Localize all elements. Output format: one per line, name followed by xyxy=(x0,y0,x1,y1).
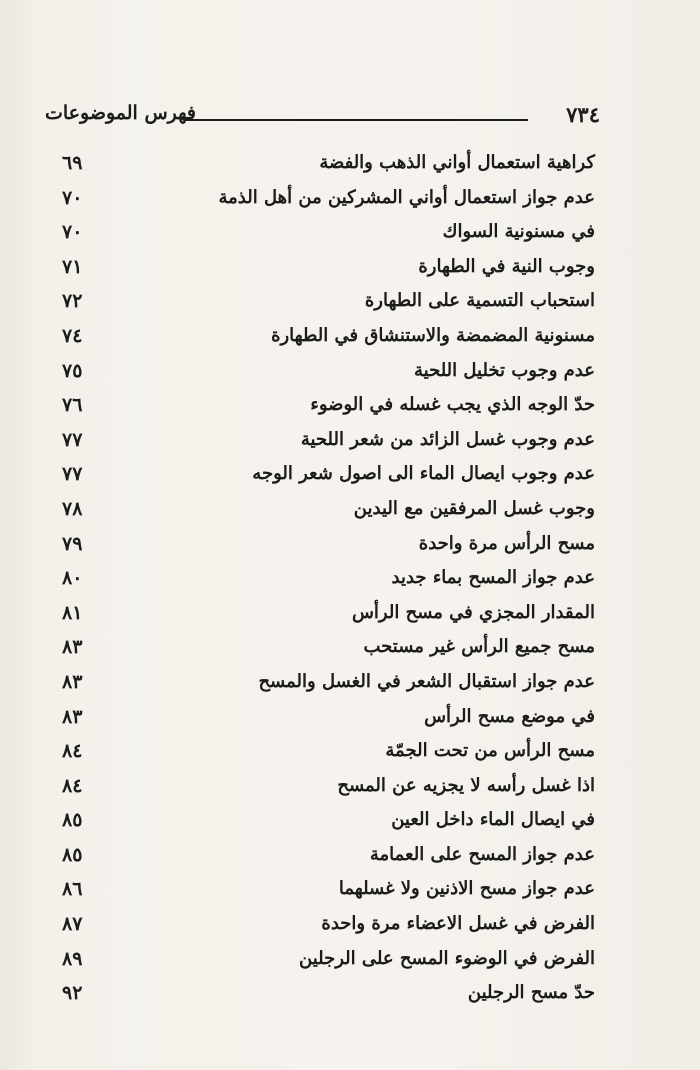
toc-entry-title: استحباب التسمية على الطهارة xyxy=(364,290,595,312)
toc-entry-title: في موضع مسح الرأس xyxy=(424,705,595,727)
toc-entry-page-number: ٨٣ xyxy=(62,636,83,659)
toc-entry-title: اذا غسل رأسه لا يجزيه عن المسح xyxy=(337,774,595,796)
toc-entry-title: عدم جواز مسح الاذنين ولا غسلهما xyxy=(338,878,595,900)
toc-row xyxy=(50,805,595,840)
toc-row xyxy=(50,978,595,1013)
toc-entry-page-number: ٨٠ xyxy=(62,567,83,590)
toc-entry-title: الفرض في الوضوء المسح على الرجلين xyxy=(299,947,595,969)
table-of-contents xyxy=(50,148,595,1013)
toc-entry-title: مسنونية المضمضة والاستنشاق في الطهارة xyxy=(271,324,595,346)
toc-entry-title: وجوب غسل المرفقين مع اليدين xyxy=(353,497,595,519)
toc-entry-page-number: ٨٦ xyxy=(62,878,83,901)
toc-row xyxy=(50,459,595,494)
toc-row xyxy=(50,425,595,460)
page-header xyxy=(45,98,600,138)
toc-entry-title: الفرض في غسل الاعضاء مرة واحدة xyxy=(321,913,595,935)
toc-entry-page-number: ٨٥ xyxy=(62,809,83,832)
toc-row xyxy=(50,736,595,771)
toc-entry-page-number: ٨٤ xyxy=(62,774,83,797)
toc-row xyxy=(50,874,595,909)
toc-row xyxy=(50,702,595,737)
toc-row xyxy=(50,321,595,356)
toc-entry-title: مسح الرأس مرة واحدة xyxy=(418,532,595,554)
toc-entry-page-number: ٨٣ xyxy=(62,670,83,693)
toc-entry-title: عدم جواز المسح على العمامة xyxy=(369,843,595,865)
toc-entry-title: وجوب النية في الطهارة xyxy=(418,255,595,277)
toc-entry-page-number: ٨٣ xyxy=(62,705,83,728)
toc-entry-page-number: ٧٤ xyxy=(62,324,83,347)
toc-row xyxy=(50,529,595,564)
toc-entry-title: المقدار المجزي في مسح الرأس xyxy=(351,601,595,623)
toc-row xyxy=(50,771,595,806)
toc-entry-title: في ايصال الماء داخل العين xyxy=(391,809,595,831)
toc-entry-page-number: ٧٩ xyxy=(62,532,83,555)
toc-entry-page-number: ٧١ xyxy=(62,255,83,278)
toc-row xyxy=(50,944,595,979)
toc-entry-title: حدّ مسح الرجلين xyxy=(467,982,595,1004)
toc-row xyxy=(50,356,595,391)
page-number: ٧٣٤ xyxy=(566,102,600,127)
toc-row xyxy=(50,252,595,287)
toc-entry-page-number: ٦٩ xyxy=(62,152,83,174)
toc-entry-title: في مسنونية السواك xyxy=(442,221,595,243)
toc-entry-page-number: ٨٥ xyxy=(62,843,83,866)
toc-entry-page-number: ٩٢ xyxy=(62,982,83,1005)
toc-entry-title: كراهية استعمال أواني الذهب والفضة xyxy=(319,152,595,173)
toc-entry-title: عدم جواز استقبال الشعر في الغسل والمسح xyxy=(258,670,595,692)
toc-row xyxy=(50,840,595,875)
toc-row xyxy=(50,563,595,598)
toc-entry-title: عدم جواز استعمال أواني المشركين من أهل الذمة xyxy=(218,186,595,208)
toc-entry-page-number: ٧٠ xyxy=(62,186,83,209)
toc-entry-title: عدم جواز المسح بماء جديد xyxy=(391,567,595,589)
toc-entry-page-number: ٨٩ xyxy=(62,947,83,970)
toc-row xyxy=(50,909,595,944)
toc-row xyxy=(50,494,595,529)
header-rule xyxy=(185,119,528,121)
toc-row xyxy=(50,148,595,183)
toc-entry-page-number: ٧٧ xyxy=(62,463,83,486)
toc-entry-page-number: ٧٠ xyxy=(62,221,83,244)
toc-entry-page-number: ٨٤ xyxy=(62,740,83,763)
toc-row xyxy=(50,286,595,321)
toc-entry-title: عدم وجوب غسل الزائد من شعر اللحية xyxy=(300,428,595,450)
toc-entry-title: حدّ الوجه الذي يجب غسله في الوضوء xyxy=(310,394,595,416)
toc-row xyxy=(50,598,595,633)
toc-row xyxy=(50,390,595,425)
toc-entry-page-number: ٧٢ xyxy=(62,290,83,313)
toc-entry-page-number: ٨١ xyxy=(62,601,83,624)
toc-entry-title: عدم وجوب ايصال الماء الى اصول شعر الوجه xyxy=(252,463,595,485)
toc-row xyxy=(50,667,595,702)
toc-row xyxy=(50,632,595,667)
toc-entry-title: مسح الرأس من تحت الجمّة xyxy=(385,740,595,762)
toc-entry-page-number: ٧٨ xyxy=(62,497,83,520)
toc-row xyxy=(50,183,595,218)
toc-entry-page-number: ٨٧ xyxy=(62,913,83,936)
toc-entry-page-number: ٧٧ xyxy=(62,428,83,451)
toc-entry-page-number: ٧٦ xyxy=(62,394,83,417)
toc-row xyxy=(50,217,595,252)
section-title: فهرس الموضوعات xyxy=(45,102,196,124)
toc-entry-page-number: ٧٥ xyxy=(62,359,83,382)
toc-entry-title: مسح جميع الرأس غير مستحب xyxy=(363,636,595,658)
toc-entry-title: عدم وجوب تخليل اللحية xyxy=(414,359,595,381)
